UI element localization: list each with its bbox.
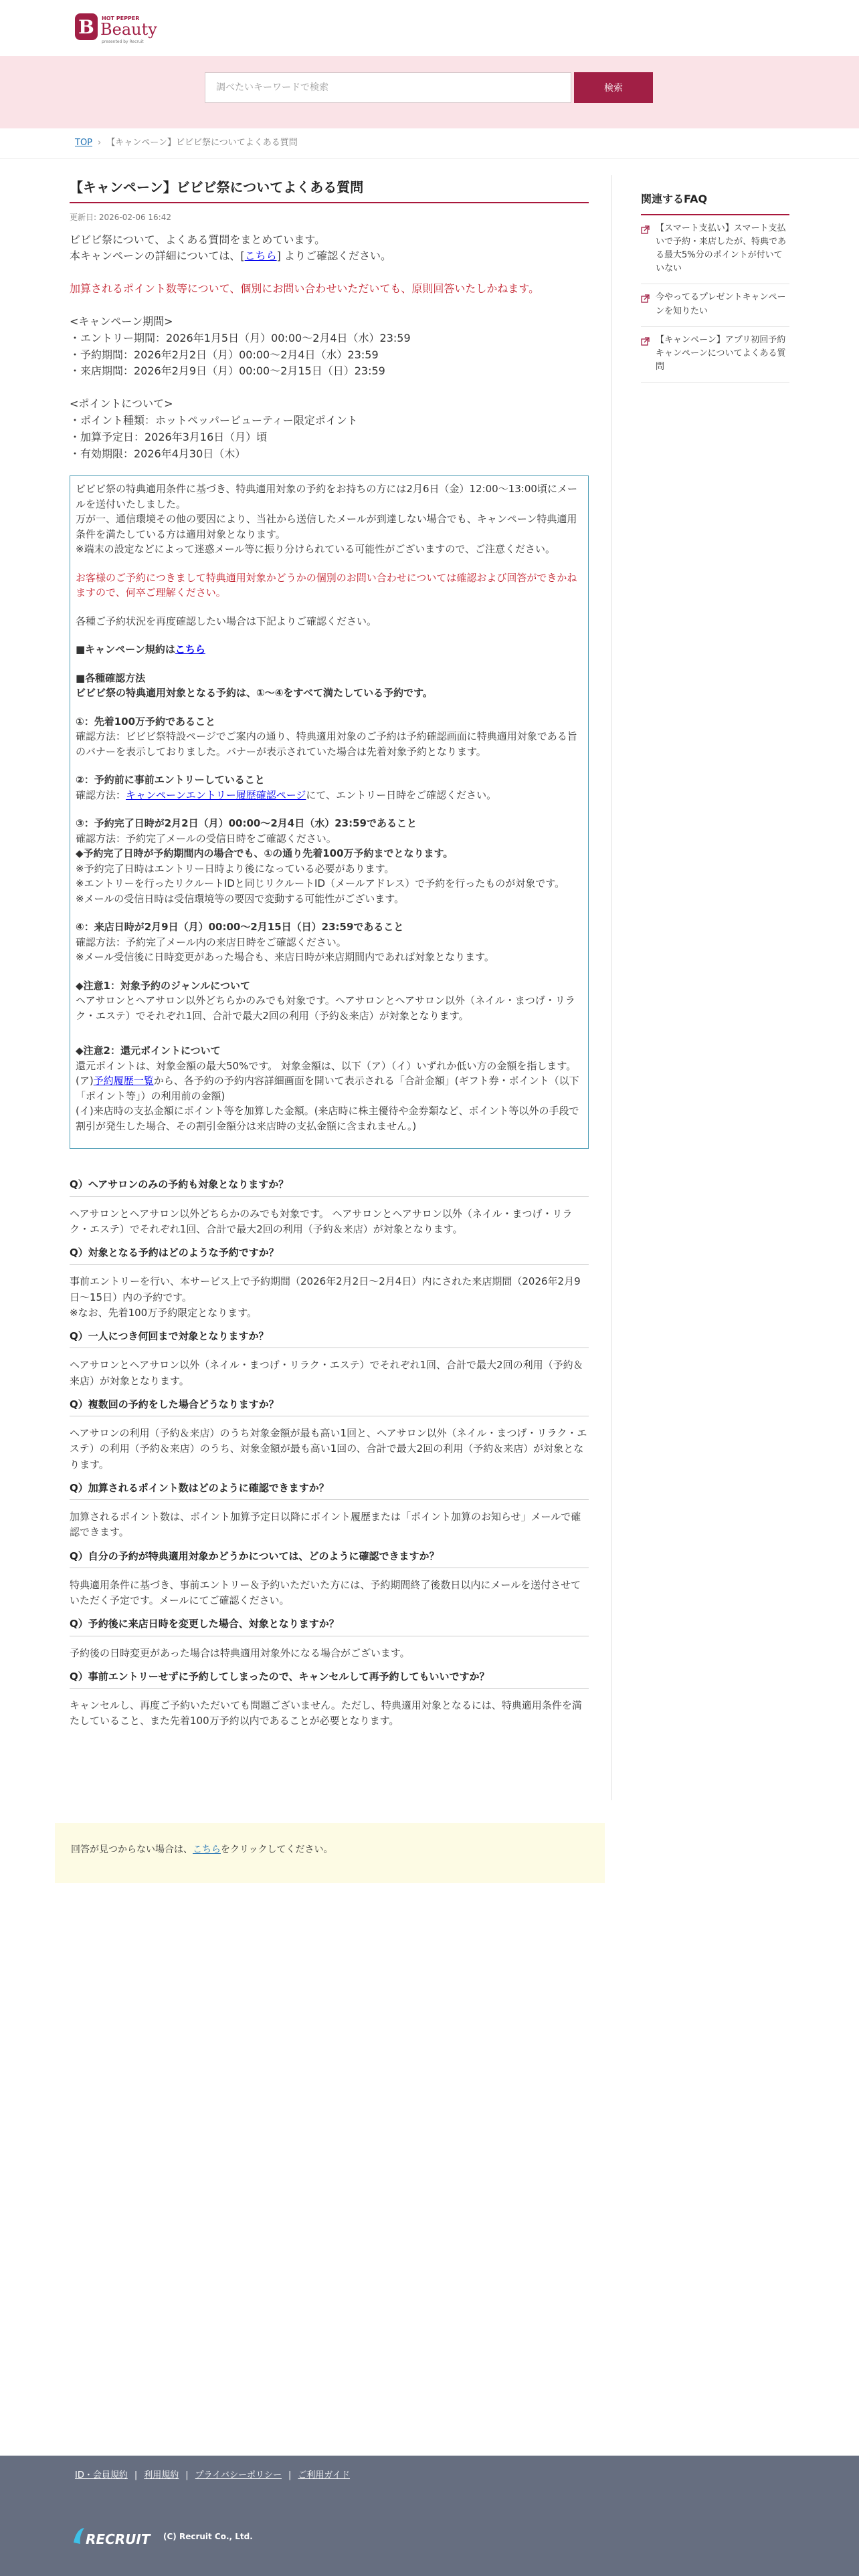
- note-2-body-1: 還元ポイントは、対象金額の最大50%です。 対象金額は、以下（ア）（イ）いずれか低い方の金額を指します。: [76, 1059, 577, 1072]
- sidebar-faq-item[interactable]: [641, 215, 789, 285]
- note-2-prefix: (ア): [76, 1075, 94, 1087]
- faq-answer: [70, 1274, 589, 1321]
- period-entry: ・エントリー期間：2026年1月5日（月）00:00〜2月4日（水）23:59: [70, 331, 411, 344]
- faq-list: [70, 1177, 589, 1729]
- copyright: (C) Recruit Co., Ltd.: [163, 2532, 253, 2541]
- rules-link[interactable]: こちら: [175, 643, 205, 656]
- point-type: ・ポイント種類：ホットペッパービューティー限定ポイント: [70, 413, 358, 427]
- faq-answer: キャンセルし、再度ご予約いただいても問題ございません。ただし、特典適用対象となるには、特典適用条件を満たしていること、また先着100万予約以内であることが必要となります。: [70, 1699, 582, 1727]
- updated-date: 更新日: 2026-02-06 16:42: [70, 213, 171, 222]
- footer-links: [75, 2469, 350, 2482]
- not-found-suffix: をクリックしてください。: [221, 1844, 333, 1855]
- faq-answer: 加算されるポイント数は、ポイント加算予定日以降にポイント履歴または「ポイント加算のお知らせ」メールで確認できます。: [70, 1511, 581, 1539]
- breadcrumb-top-link[interactable]: TOP: [75, 138, 93, 148]
- point-expiry: ・有効期限：2026年4月30日（木）: [70, 447, 246, 460]
- footer-link-id-terms[interactable]: ID・会員規約: [75, 2470, 128, 2480]
- logo-sub-text: presented by Recruit: [102, 39, 144, 44]
- faq-question: Q）加算されるポイント数はどのように確認できますか？: [70, 1481, 589, 1500]
- intro-prefix: 本キャンペーンの詳細については、[: [70, 249, 245, 263]
- external-link-icon: [641, 334, 656, 374]
- period-visit: ・来店期間：2026年2月9日（月）00:00〜2月15日（日）23:59: [70, 364, 385, 378]
- condition-4-body-2: ※メール受信後に日時変更があった場合も、来店日時が来店期間内であれば対象となります。: [76, 951, 494, 964]
- notice-mail-sent: ビビビ祭の特典適用条件に基づき、特典適用対象の予約をお持ちの方には2月6日（金）12:00〜13:00頃にメールを送付いたしました。: [76, 483, 577, 510]
- recruit-logo[interactable]: [72, 2523, 159, 2552]
- faq-question: Q）予約後に来店日時を変更した場合、対象となりますか？: [70, 1616, 589, 1636]
- search-button[interactable]: 検索: [574, 72, 653, 103]
- site-header: [0, 0, 859, 56]
- condition-3-body-2: ◆予約完了日時が予約期間内の場合でも、①の通り先着100万予約までとなります。: [76, 847, 454, 860]
- intro-suffix: ] よりご確認ください。: [276, 249, 391, 263]
- footer-link-terms[interactable]: 利用規約: [144, 2470, 179, 2480]
- condition-1-body: 確認方法：ビビビ祭特設ページでご案内の通り、特典適用対象のご予約は予約確認画面に特典適用対象である旨のバナーを表示しておりました。バナーが表示されていた場合は先着対象予約となります。: [76, 730, 577, 758]
- note-2-body-3: (イ)来店時の支払金額にポイント等を加算した金額。(来店時に株主優待や金券類など、ポイント等以外の手段で割引が発生した場合、その割引金額分は来店時の支払金額に含まれません。): [76, 1105, 579, 1132]
- campaign-detail-link[interactable]: こちら: [244, 249, 277, 263]
- hotpepper-beauty-logo[interactable]: [75, 9, 162, 47]
- condition-2-heading: ②：予約前に事前エントリーしていること: [76, 774, 265, 786]
- faq-question: Q）対象となる予約はどのような予約ですか？: [70, 1245, 589, 1265]
- sidebar-faq-label: 今やってるプレゼントキャンペーンを知りたい: [656, 292, 786, 316]
- faq-answer: ヘアサロンの利用（予約＆来店）のうち対象金額が最も高い1回と、ヘアサロン以外（ネイル・まつげ・リラク・エステ）の利用（予約＆来店）のうち、対象金額が最も高い1回の、合計で最大2回の利用（予約＆来店）が対象となります。: [70, 1427, 587, 1471]
- intro-text-1: ビビビ祭について、よくある質問をまとめています。: [70, 233, 326, 246]
- not-found-box: [55, 1823, 605, 1883]
- condition-3-body-4: ※エントリーを行ったリクルートIDと同じリクルートID（メールアドレス）で予約を行ったものが対象です。: [76, 877, 565, 890]
- faq-answer: 特典適用条件に基づき、事前エントリー＆予約いただいた方には、予約期間終了後数日以内にメールを送付させていただく予定です。メールにてご確認ください。: [70, 1578, 581, 1607]
- logo-top-text: HOT PEPPER: [102, 15, 140, 21]
- condition-4-heading: ④：来店日時が2月9日（月）00:00〜2月15日（日）23:59であること: [76, 921, 404, 934]
- sidebar-faq-item[interactable]: [641, 327, 789, 383]
- not-found-prefix: 回答が見つからない場合は、: [71, 1844, 193, 1855]
- article: [70, 178, 589, 1737]
- point-date: ・加算予定日：2026年3月16日（月）頃: [70, 430, 268, 443]
- faq-answer-line: 事前エントリーを行い、本サービス上で予約期間（2026年2月2日〜2月4日）内にされた来店期間（2026年2月9日〜15日）内の予約です。: [70, 1275, 581, 1303]
- condition-2-body: [76, 788, 583, 803]
- notice-no-inquiry: お客様のご予約につきまして特典適用対象かどうかの個別のお問い合わせについては確認および回答ができかねますので、何卒ご理解ください。: [76, 571, 577, 599]
- note-2-body-2: [76, 1073, 583, 1103]
- search-band: [0, 56, 859, 128]
- footer-separator: |: [288, 2470, 292, 2480]
- footer-link-privacy[interactable]: プライバシーポリシー: [195, 2470, 282, 2480]
- condition-3-body-1: 確認方法：予約完了メールの受信日時をご確認ください。: [76, 832, 337, 845]
- sidebar-faq-label: 【スマート支払い】スマート支払いで予約・来店したが、特典である最大5%分のポイントが付いていない: [656, 223, 787, 274]
- method-heading: ■各種確認方法: [76, 671, 146, 684]
- note-2-heading: ◆注意2：還元ポイントについて: [76, 1045, 221, 1057]
- breadcrumb-separator-icon: ›: [98, 138, 102, 148]
- condition-4-body-1: 確認方法：予約完了メール内の来店日時をご確認ください。: [76, 936, 347, 948]
- condition-3-body-3: ※予約完了日時はエントリー日時より後になっている必要があります。: [76, 862, 395, 875]
- sidebar-title: 関連するFAQ: [641, 191, 789, 215]
- faq-answer: ヘアサロンとヘアサロン以外（ネイル・まつげ・リラク・エステ）でそれぞれ1回、合計で最大2回の利用（予約＆来店）が対象となります。: [70, 1359, 583, 1387]
- breadcrumb-current: 【キャンペーン】ビビビ祭についてよくある質問: [106, 138, 298, 148]
- note-1-body: ヘアサロンとヘアサロン以外どちらかのみでも対象です。ヘアサロンとヘアサロン以外（ネイル・まつげ・リラク・エステ）でそれぞれ1回、合計で最大2回の利用（予約＆来店）が対象となります。: [76, 994, 575, 1022]
- contact-link[interactable]: こちら: [193, 1844, 221, 1855]
- period-heading: <キャンペーン期間>: [70, 314, 173, 328]
- reservation-history-link[interactable]: 予約履歴一覧: [93, 1075, 154, 1087]
- note-1-heading: ◆注意1：対象予約のジャンルについて: [76, 979, 250, 992]
- notice-check: 各種ご予約状況を再度確認したい場合は下記よりご確認ください。: [76, 615, 377, 627]
- breadcrumb: [75, 136, 298, 150]
- condition-3-body-5: ※メールの受信日時は受信環境等の要因で変動する可能性がございます。: [76, 892, 405, 905]
- sidebar-faq-item[interactable]: [641, 284, 789, 326]
- site-footer: [0, 2456, 859, 2576]
- faq-question: Q）ヘアサロンのみの予約も対象となりますか？: [70, 1177, 589, 1196]
- entry-history-link[interactable]: キャンペーンエントリー履歴確認ページ: [126, 788, 306, 801]
- condition-2-suffix: にて、エントリー日時をご確認ください。: [306, 788, 497, 801]
- related-faq-sidebar: [641, 191, 789, 383]
- period-reservation: ・予約期間：2026年2月2日（月）00:00〜2月4日（水）23:59: [70, 348, 379, 361]
- method-sub: ビビビ祭の特典適用対象となる予約は、①〜④をすべて満たしている予約です。: [76, 687, 433, 700]
- column-divider: [611, 175, 612, 1800]
- logo-main-text: Beauty: [100, 20, 157, 39]
- warning-text: 加算されるポイント数等について、個別にお問い合わせいただいても、原則回答いたしかねます。: [70, 282, 540, 296]
- footer-separator: |: [185, 2470, 189, 2480]
- sidebar-faq-label: 【キャンペーン】アプリ初回予約キャンペーンについてよくある質問: [656, 334, 786, 372]
- search-input[interactable]: [205, 72, 571, 103]
- notice-mail-fail: 万が一、通信環境その他の要因により、当社から送信したメールが到達しない場合でも、キャンペーン特典適用条件を満たしている方は適用対象となります。: [76, 513, 577, 540]
- faq-answer: ヘアサロンとヘアサロン以外どちらかのみでも対象です。 ヘアサロンとヘアサロン以外（ネイル・まつげ・リラク・エステ）でそれぞれ1回、合計で最大2回の利用（予約＆来店）が対象となります。: [70, 1207, 573, 1235]
- condition-3-heading: ③：予約完了日時が2月2日（月）00:00〜2月4日（水）23:59であること: [76, 817, 417, 830]
- intro-text-2: [70, 248, 589, 265]
- faq-answer: 予約後の日時変更があった場合は特典適用対象外になる場合がございます。: [70, 1646, 410, 1659]
- faq-question: Q）一人につき何回まで対象となりますか？: [70, 1329, 589, 1348]
- faq-question: Q）自分の予約が特典適用対象かどうかについては、どのように確認できますか？: [70, 1549, 589, 1568]
- condition-2-prefix: 確認方法：: [76, 788, 126, 801]
- footer-separator: |: [134, 2470, 138, 2480]
- faq-answer-note: ※なお、先着100万予約限定となります。: [70, 1306, 258, 1319]
- external-link-icon: [641, 222, 656, 276]
- rules-label: ■キャンペーン規約は: [76, 643, 175, 656]
- notice-box: [70, 475, 589, 1149]
- footer-link-guide[interactable]: ご利用ガイド: [298, 2470, 351, 2480]
- notice-spam: ※端末の設定などによって迷惑メール等に振り分けられている可能性がございますので、ご注意ください。: [76, 543, 555, 556]
- point-heading: <ポイントについて>: [70, 397, 173, 411]
- condition-1-heading: ①：先着100万予約であること: [76, 715, 216, 728]
- external-link-icon: [641, 291, 656, 318]
- faq-question: Q）複数回の予約をした場合どうなりますか？: [70, 1397, 589, 1416]
- note-2-suffix: から、各予約の予約内容詳細画面を開いて表示される「合計金額」(ギフト券・ポイント（以下「ポイント等」）の利用前の金額): [76, 1075, 579, 1102]
- faq-question: Q）事前エントリーせずに予約してしまったので、キャンセルして再予約してもいいですか？: [70, 1669, 589, 1689]
- svg-text:B: B: [78, 16, 94, 38]
- recruit-logo-text: RECRUIT: [86, 2531, 151, 2547]
- rules-line: [76, 642, 583, 657]
- page-title: 【キャンペーン】ビビビ祭についてよくある質問: [70, 178, 589, 203]
